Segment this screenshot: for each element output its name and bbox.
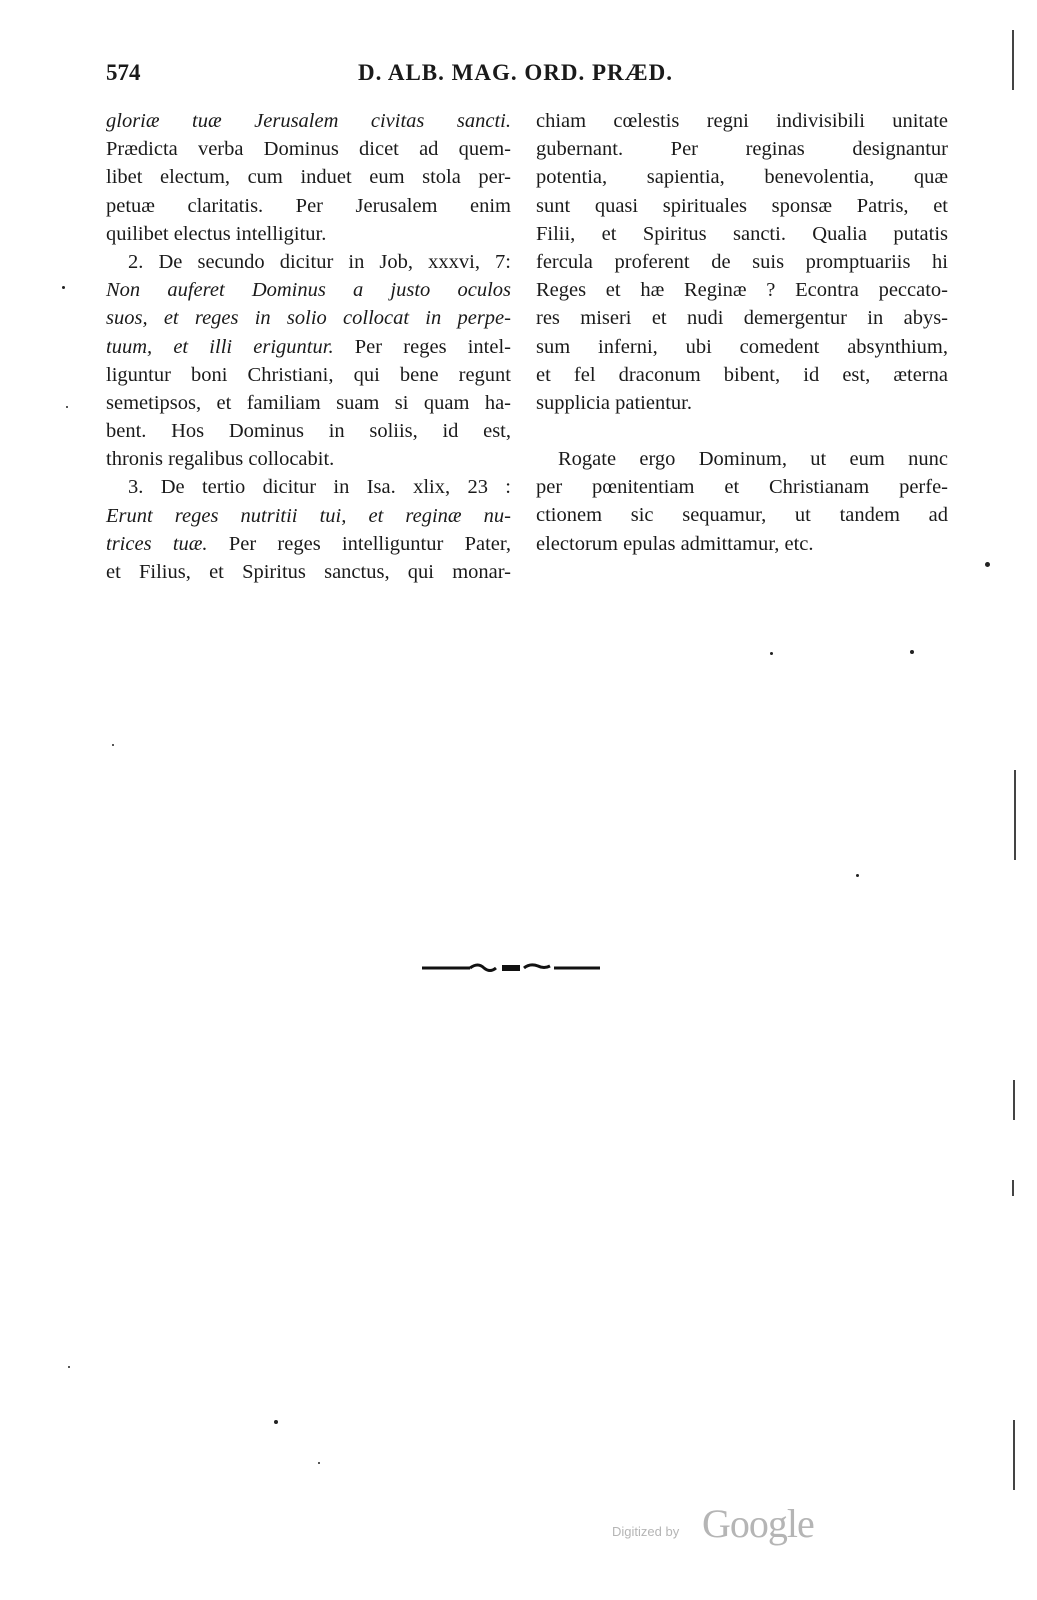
text-span: suos, et reges in solio collocat in perpe-: [106, 307, 511, 330]
scan-speck: [985, 562, 990, 567]
scan-speck: [68, 1366, 70, 1368]
left-column: [106, 107, 511, 586]
text-line: Prædicta verba Dominus dicet ad quem-: [106, 138, 511, 161]
scan-speck: [274, 1420, 278, 1424]
text-line: potentia, sapientia, benevolentia, quæ: [536, 166, 948, 189]
text-span: Per reges intel-: [333, 335, 511, 358]
text-line: per pœnitentiam et Christianam perfe-: [536, 476, 948, 499]
watermark-brand: Google: [702, 1501, 814, 1546]
text-line: [106, 530, 511, 558]
scan-speck: [318, 1462, 320, 1464]
scan-speck: [66, 406, 68, 408]
scan-edge-mark: [1014, 770, 1016, 860]
text-line: res miseri et nudi demergentur in abys-: [536, 307, 948, 330]
page-number: 574: [106, 60, 141, 85]
scan-edge-mark: [1013, 1420, 1015, 1490]
scan-speck: [770, 652, 773, 655]
text-line: fercula proferent de suis promptuariis hi: [536, 250, 948, 273]
text-line: [106, 304, 511, 332]
digitized-watermark: [612, 1500, 832, 1550]
scan-speck: [62, 286, 65, 289]
text-line: 3. De tertio dicitur in Isa. xlix, 23 :: [128, 476, 511, 499]
text-line: [106, 333, 511, 361]
page-header: [106, 60, 948, 94]
scan-edge-mark: [1012, 1180, 1014, 1196]
text-line: sum inferni, ubi comedent absynthium,: [536, 335, 948, 358]
text-line: petuæ claritatis. Per Jerusalem enim: [106, 194, 511, 217]
text-line: et Filius, et Spiritus sanctus, qui monar-: [106, 561, 511, 583]
text-line: semetipsos, et familiam suam si quam ha-: [106, 391, 511, 414]
text-line: quilibet electus intelligitur.: [106, 222, 327, 245]
text-line: ctionem sic sequamur, ut tandem ad: [536, 504, 948, 527]
text-span: trices tuæ.: [106, 532, 208, 555]
running-head: D. ALB. MAG. ORD. PRÆD.: [358, 60, 673, 85]
text-line: electorum epulas admittamur, etc.: [536, 532, 814, 555]
text-line: thronis regalibus collocabit.: [106, 448, 335, 471]
text-line: [106, 107, 511, 135]
text-span: Non auferet Dominus a justo oculos: [106, 279, 511, 302]
scan-speck: [112, 744, 114, 746]
text-line: [106, 502, 511, 530]
scan-edge-mark: [1013, 1080, 1015, 1120]
text-line: bent. Hos Dominus in soliis, id est,: [106, 420, 511, 443]
scan-speck: [910, 650, 914, 654]
text-span: Per reges intelliguntur Pater,: [207, 532, 511, 555]
text-line: liguntur boni Christiani, qui bene regunt: [106, 363, 511, 386]
text-line: 2. De secundo dicitur in Job, xxxvi, 7:: [128, 250, 511, 273]
text-line: gubernant. Per reginas designantur: [536, 138, 948, 161]
scan-edge-mark: [1012, 30, 1014, 90]
ornament-rule-icon: [420, 960, 602, 976]
text-line: sunt quasi spirituales sponsæ Patris, et: [536, 194, 948, 217]
text-line: Reges et hæ Reginæ ? Econtra peccato-: [536, 279, 948, 302]
text-line: chiam cœlestis regni indivisibili unitate: [536, 110, 948, 132]
text-line: et fel draconum bibent, id est, æterna: [536, 363, 948, 386]
text-span: gloriæ tuæ Jerusalem civitas sancti.: [106, 110, 511, 132]
watermark-prefix: Digitized by: [612, 1524, 680, 1539]
right-column: [536, 107, 948, 558]
text-line: Filii, et Spiritus sancti. Qualia putatis: [536, 222, 948, 245]
paragraph-gap: [536, 417, 948, 445]
text-line: libet electum, cum induet eum stola per-: [106, 166, 511, 189]
scan-speck: [856, 874, 859, 877]
text-line: [106, 276, 511, 304]
text-span: tuum, et illi eriguntur.: [106, 335, 334, 358]
text-line: Rogate ergo Dominum, ut eum nunc: [558, 448, 948, 471]
text-span: Erunt reges nutritii tui, et reginæ nu-: [106, 504, 511, 527]
text-line: supplicia patientur.: [536, 391, 692, 414]
end-ornament: [420, 960, 602, 976]
